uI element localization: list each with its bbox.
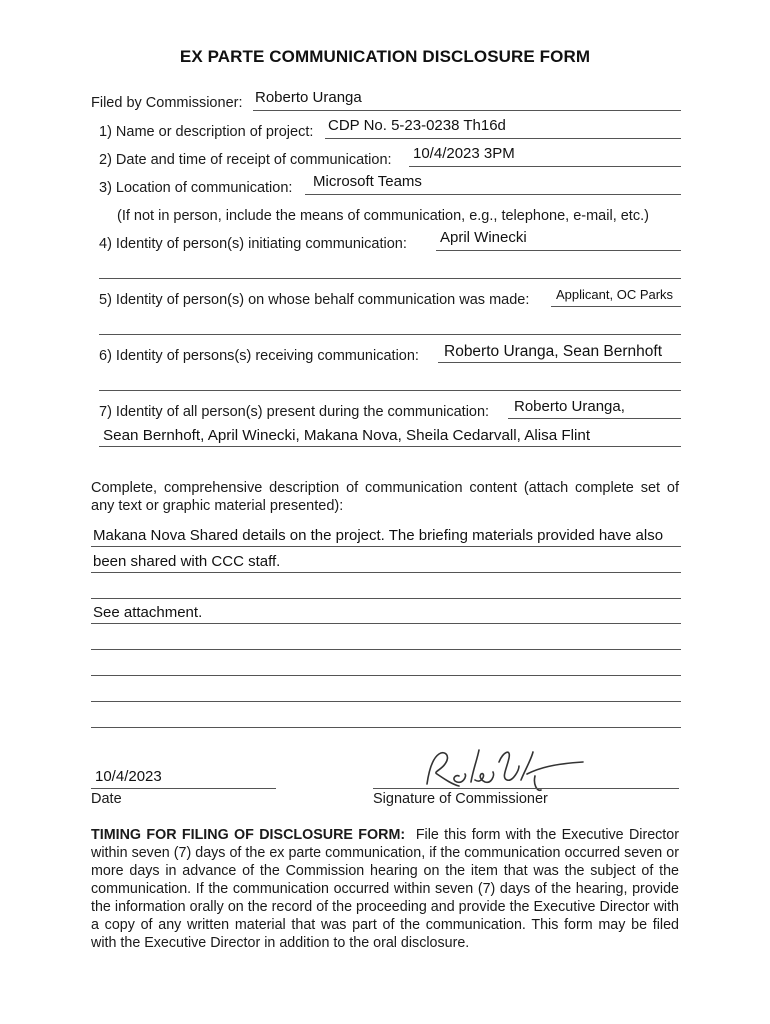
timing-text: File this form with the Executive Director within seven (7) days of the ex parte communication, if the communication occurred seven or more days in advance of the Commission hearing on the item that was the subject of the communication. If the communication occurred within seven (7) days of the hearing, provide the information orally on the record of the proceeding and provide the Executive Director with a copy of any written material that was part of the communication. This form may be filed with the Executive Director in addition to the oral disclosure. — [91, 827, 679, 951]
q4-label: 4) Identity of person(s) initiating communication: — [99, 236, 407, 252]
q3-line — [305, 194, 681, 195]
desc-line-8 — [91, 727, 681, 728]
q6-line — [438, 362, 681, 363]
q5-label: 5) Identity of person(s) on whose behalf communication was made: — [99, 292, 530, 308]
desc-line-1 — [91, 546, 681, 547]
q1-line — [325, 138, 681, 139]
date-value: 10/4/2023 — [95, 768, 162, 785]
filed-by-line — [253, 110, 681, 111]
filed-by-value: Roberto Uranga — [255, 89, 362, 106]
description-line2: been shared with CCC staff. — [93, 553, 281, 570]
description-line1: Makana Nova Shared details on the project. The briefing materials provided have also — [93, 527, 664, 544]
form-title: EX PARTE COMMUNICATION DISCLOSURE FORM — [179, 47, 591, 66]
q5-line — [551, 306, 681, 307]
desc-line-3 — [91, 598, 681, 599]
q1-value: CDP No. 5-23-0238 Th16d — [328, 117, 506, 134]
q7-line — [508, 418, 681, 419]
q2-label: 2) Date and time of receipt of communication: — [99, 152, 392, 168]
q7-line2 — [99, 446, 681, 447]
q6-value: Roberto Uranga, Sean Bernhoft — [444, 343, 662, 360]
desc-line-7 — [91, 701, 681, 702]
q3-label: 3) Location of communication: — [99, 180, 293, 196]
q6-label: 6) Identity of persons(s) receiving communication: — [99, 348, 419, 364]
timing-notice — [91, 826, 679, 952]
q7-value-line2: Sean Bernhoft, April Winecki, Makana Nova, Sheila Cedarvall, Alisa Flint — [103, 427, 591, 444]
signature-line — [373, 788, 679, 789]
q4-extra-line — [99, 278, 681, 279]
desc-line-6 — [91, 675, 681, 676]
q2-line — [409, 166, 681, 167]
q5-value: Applicant, OC Parks — [556, 287, 674, 302]
date-label: Date — [91, 791, 122, 807]
desc-line-4 — [91, 623, 681, 624]
timing-heading: TIMING FOR FILING OF DISCLOSURE FORM: — [91, 827, 406, 843]
q5-extra-line — [99, 334, 681, 335]
q7-label: 7) Identity of all person(s) present during the communication: — [99, 404, 490, 420]
q3-note: (If not in person, include the means of communication, e.g., telephone, e-mail, etc.) — [117, 208, 649, 224]
q6-extra-line — [99, 390, 681, 391]
q4-line — [436, 250, 681, 251]
desc-line-2 — [91, 572, 681, 573]
signature-label: Signature of Commissioner — [373, 791, 548, 807]
filed-by-label: Filed by Commissioner: — [91, 95, 243, 111]
q3-value: Microsoft Teams — [313, 173, 422, 190]
description-label: Complete, comprehensive description of communication content (attach complete set of any text or graphic material presented): — [91, 480, 679, 514]
q4-value: April Winecki — [440, 229, 527, 246]
date-line — [91, 788, 276, 789]
description-line3: See attachment. — [93, 604, 203, 621]
q2-value: 10/4/2023 3PM — [413, 145, 515, 162]
desc-line-5 — [91, 649, 681, 650]
q7-value: Roberto Uranga, — [514, 398, 625, 415]
q1-label: 1) Name or description of project: — [99, 124, 314, 140]
